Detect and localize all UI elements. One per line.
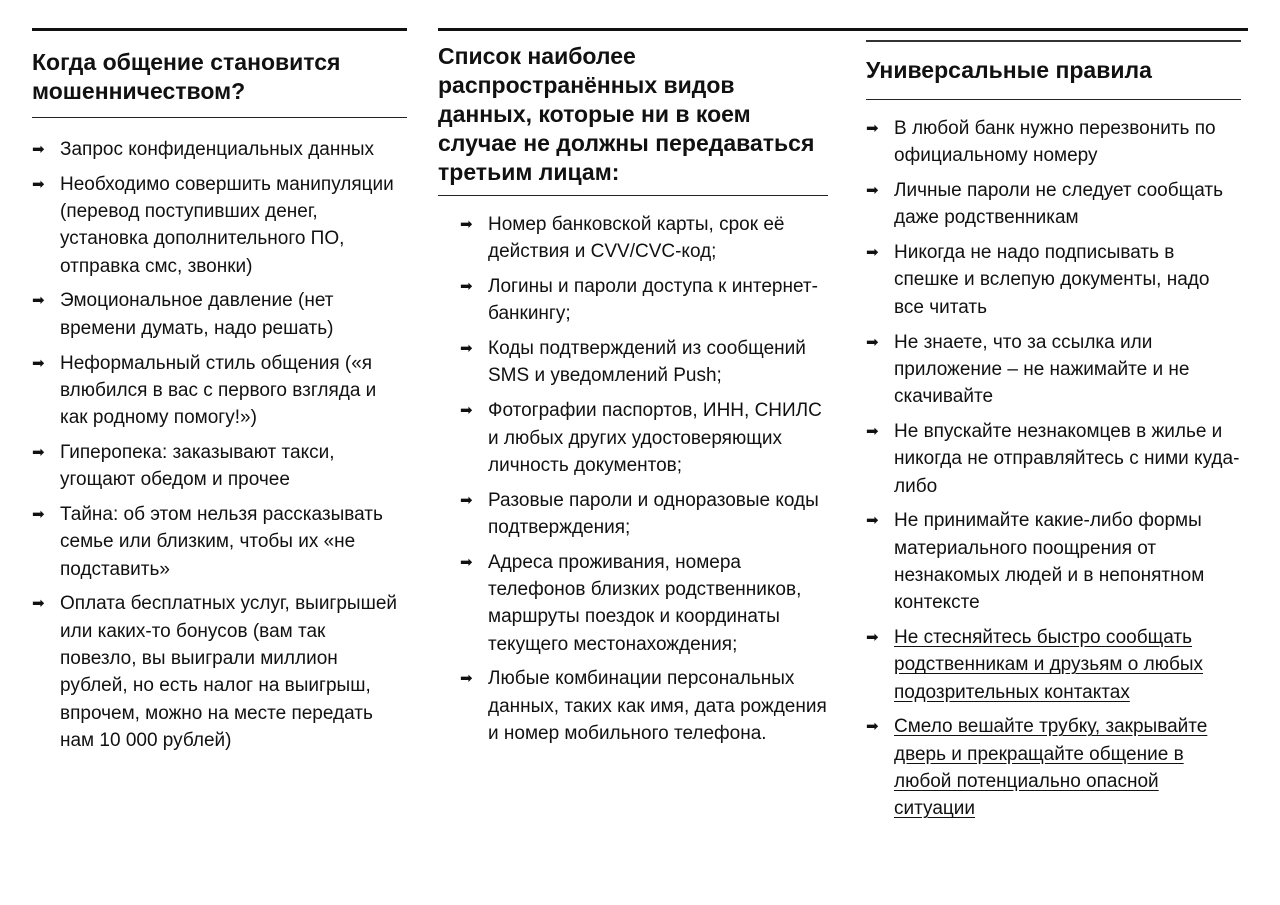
arrow-icon: ➡ [32,141,45,158]
list-item: ➡ Любые комбинации персональных данных, таких как имя, дата рождения и номер мобильного телефона. [460,665,828,747]
arrow-icon: ➡ [460,216,473,233]
arrow-icon: ➡ [32,292,45,310]
list-item: ➡ Смело вешайте трубку, закрывайте дверь и прекращайте общение в любой потенциально опасной ситуации [866,713,1241,822]
arrow-icon: ➡ [460,278,473,296]
arrow-icon: ➡ [866,512,879,530]
column2-list [438,211,828,747]
arrow-icon: ➡ [32,506,45,524]
column2-heading: Список наиболее распространённых видов данных, которые ни в коем случае не должны передаваться третьим лицам: [438,42,828,196]
arrow-icon: ➡ [32,175,45,193]
column3-list [866,115,1241,823]
arrow-icon: ➡ [32,354,45,372]
list-item: ➡ Никогда не надо подписывать в спешке и вслепую документы, надо все читать [866,239,1241,321]
column-universal-rules [866,56,1241,830]
arrow-icon: ➡ [460,670,473,688]
list-item: ➡ Разовые пароли и одноразовые коды подтверждения; [460,487,828,542]
list-item: ➡ Гиперопека: заказывают такси, угощают обедом и прочее [32,439,407,494]
list-item: ➡ Необходимо совершить манипуляции (перевод поступивших денег, установка дополнительного ПО, отправка смс, звонки) [32,171,407,280]
column-fraud-signs [32,48,407,762]
list-item: ➡ Запрос конфиденциальных данных [32,136,407,163]
list-item: ➡ Фотографии паспортов, ИНН, СНИЛС и любых других удостоверяющих личность документов; [460,397,828,479]
list-item: ➡ Логины и пароли доступа к интернет-банкингу; [460,273,828,328]
list-item: ➡ Адреса проживания, номера телефонов близких родственников, маршруты поездок и координаты текущего местонахождения; [460,549,828,658]
arrow-icon: ➡ [460,402,473,420]
arrow-icon: ➡ [866,182,879,200]
arrow-icon: ➡ [460,340,473,358]
arrow-icon: ➡ [866,422,879,440]
arrow-icon: ➡ [460,553,473,571]
list-item: ➡ Тайна: об этом нельзя рассказывать семье или близким, чтобы их «не подставить» [32,501,407,583]
arrow-icon: ➡ [866,629,879,647]
list-item: ➡ Не принимайте какие-либо формы материального поощрения от незнакомых людей и в непонятном контексте [866,507,1241,616]
list-item: ➡ Оплата бесплатных услуг, выигрышей или каких-то бонусов (вам так повезло, вы выиграли миллион рублей, но есть налог на выигрыш, впрочем, можно на месте передать нам 10 000 рублей) [32,590,407,754]
arrow-icon: ➡ [32,443,45,461]
top-rule-column2 [438,28,1248,31]
top-rule-column3 [866,40,1241,42]
arrow-icon: ➡ [866,718,879,736]
top-rule-column1 [32,28,407,31]
list-item: ➡ Коды подтверждений из сообщений SMS и уведомлений Push; [460,335,828,390]
list-item: ➡ Не впускайте незнакомцев в жилье и никогда не отправляйтесь с ними куда-либо [866,418,1241,500]
list-item: ➡ Не знаете, что за ссылка или приложение – не нажимайте и не скачивайте [866,329,1241,411]
arrow-icon: ➡ [866,120,879,137]
arrow-icon: ➡ [32,595,45,613]
list-item: ➡ В любой банк нужно перезвонить по официальному номеру [866,115,1241,170]
list-item: ➡ Не стесняйтесь быстро сообщать родственникам и друзьям о любых подозрительных контактах [866,624,1241,706]
column3-heading: Универсальные правила [866,56,1241,100]
list-item: ➡ Неформальный стиль общения («я влюбился в вас с первого взгляда и как родному помогу!») [32,350,407,432]
column-sensitive-data [438,42,828,755]
list-item: ➡ Номер банковской карты, срок её действия и CVV/CVC-код; [460,211,828,266]
column1-heading: Когда общение становится мошенничеством? [32,48,407,118]
list-item: ➡ Личные пароли не следует сообщать даже родственникам [866,177,1241,232]
arrow-icon: ➡ [866,244,879,262]
column1-list [32,136,407,754]
list-item: ➡ Эмоциональное давление (нет времени думать, надо решать) [32,287,407,342]
arrow-icon: ➡ [460,491,473,509]
arrow-icon: ➡ [866,333,879,351]
